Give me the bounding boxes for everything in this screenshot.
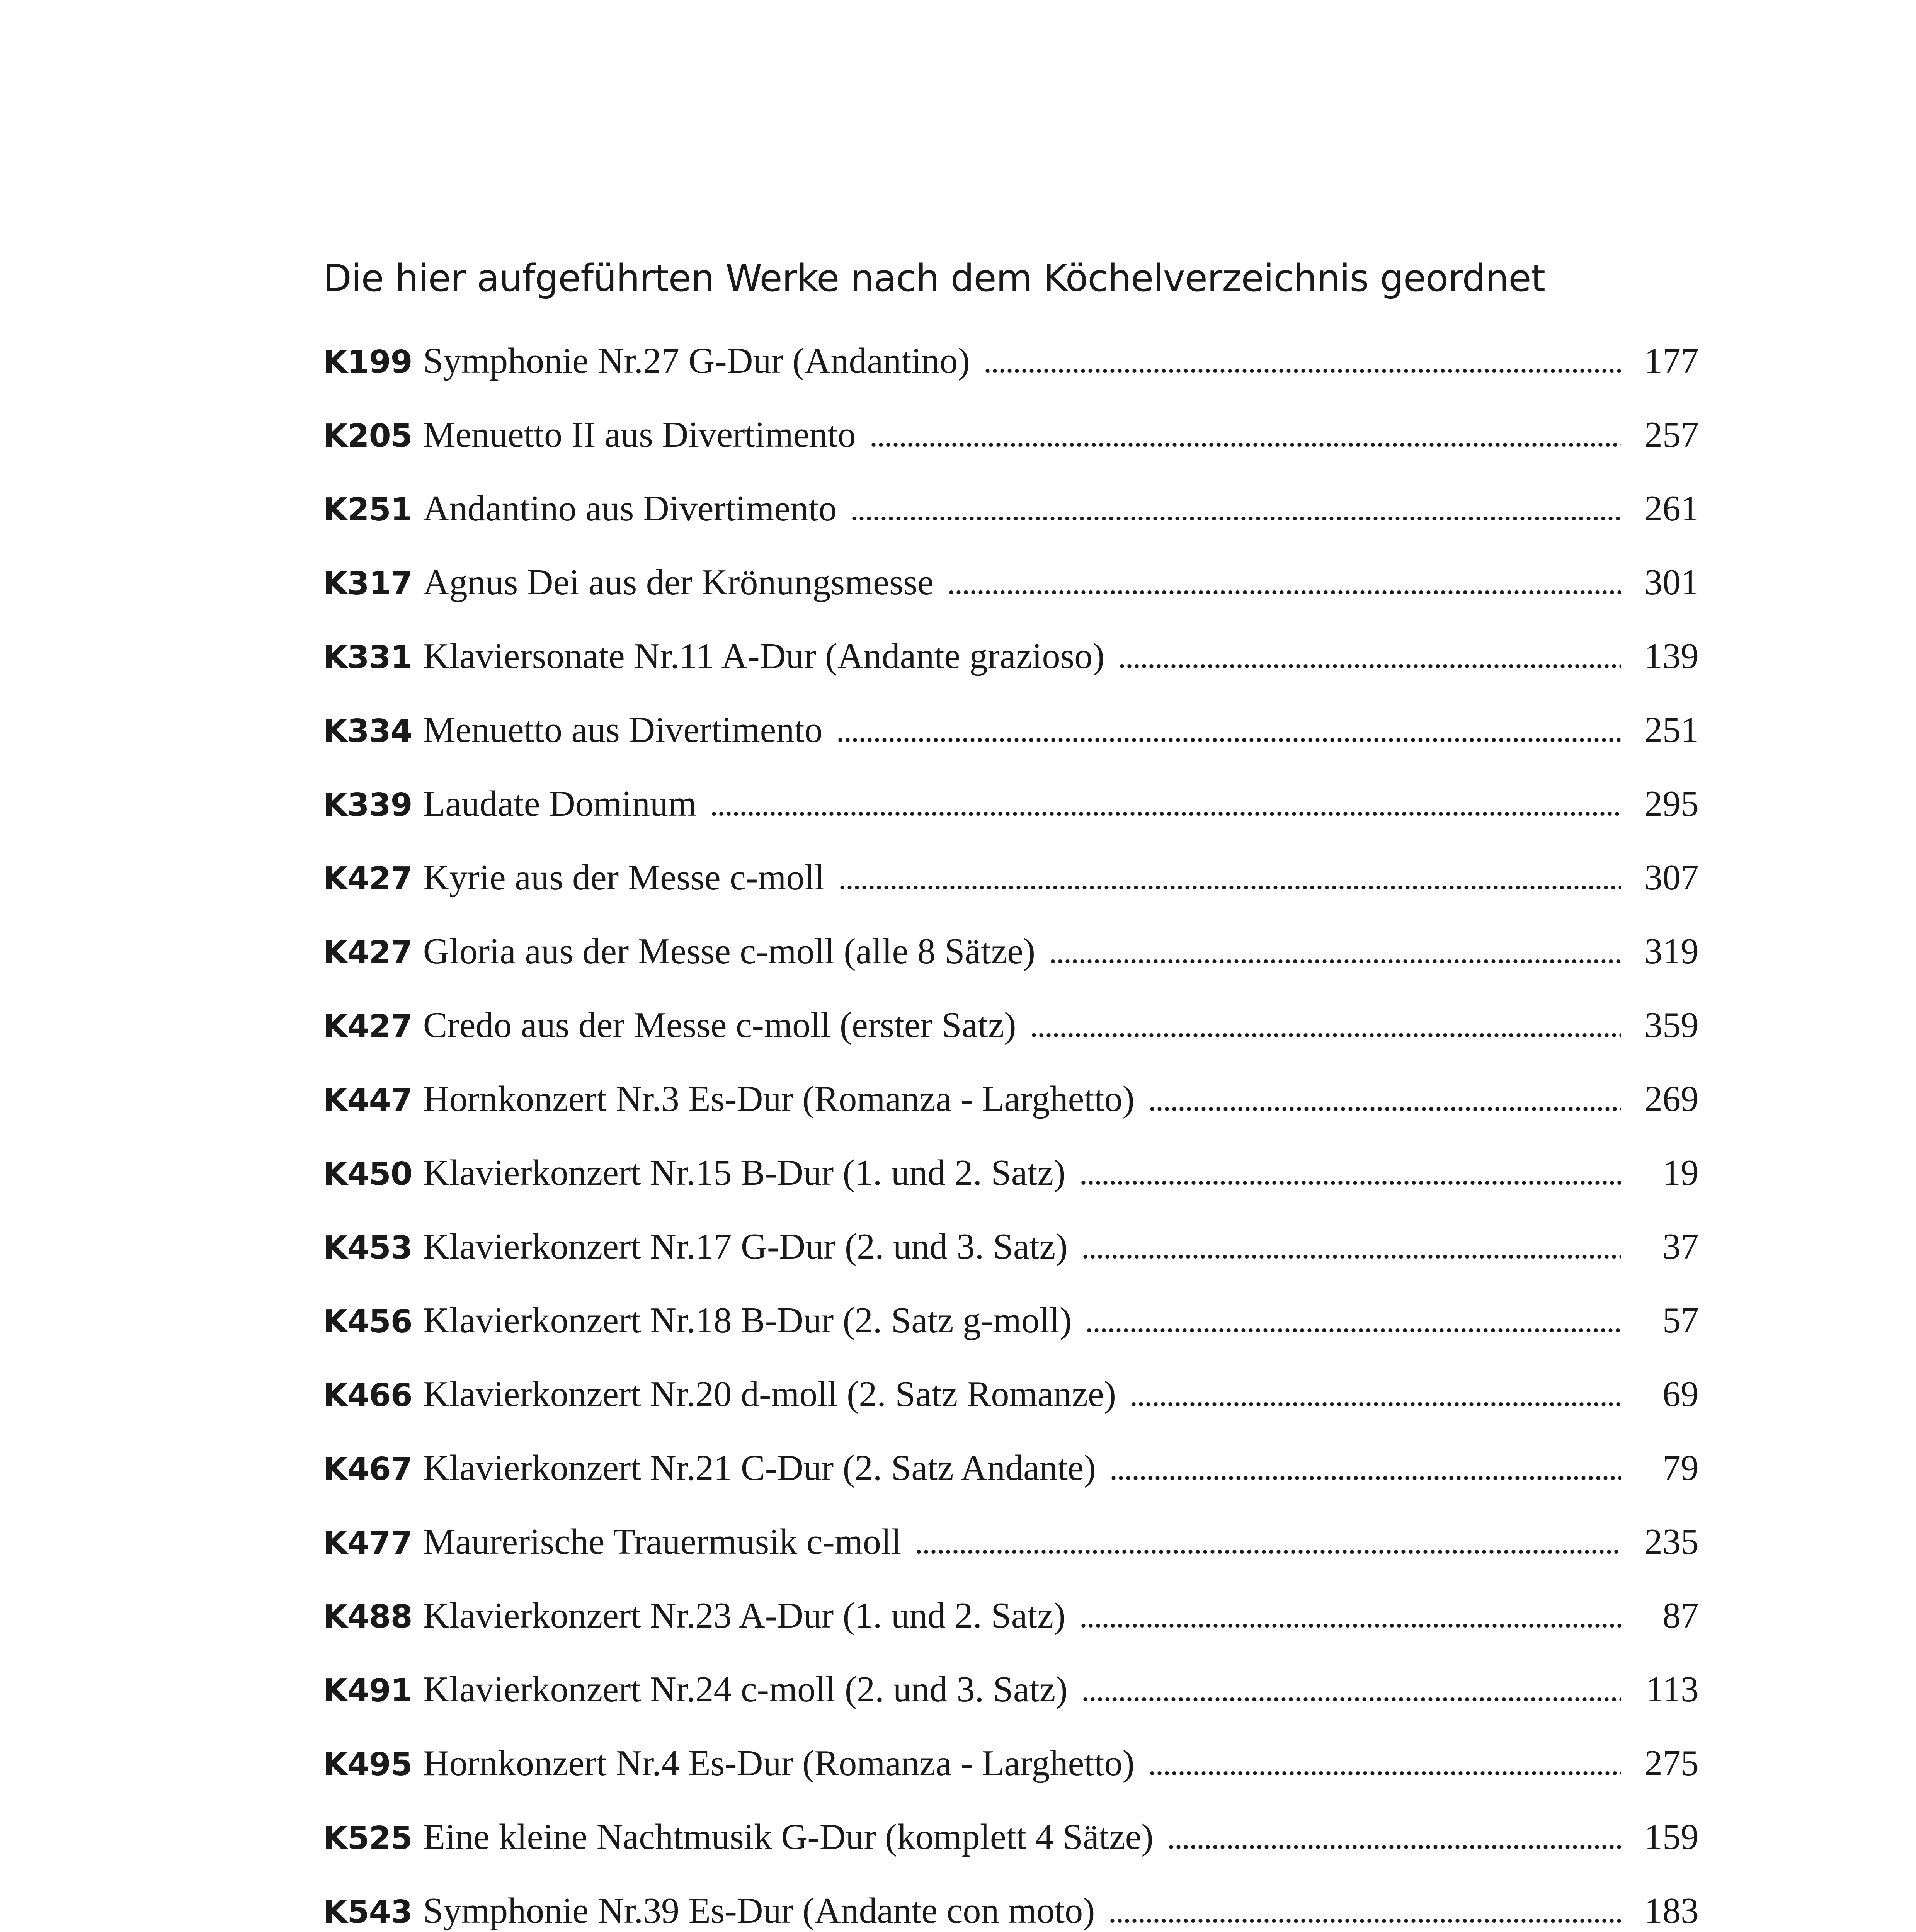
koechel-number: K491 bbox=[323, 1672, 412, 1709]
index-entry bbox=[323, 1816, 1699, 1890]
page-number: 295 bbox=[1644, 784, 1699, 824]
koechel-number: K427 bbox=[323, 934, 412, 971]
work-title: Menuetto II aus Divertimento bbox=[423, 415, 856, 455]
koechel-number: K450 bbox=[323, 1156, 412, 1192]
dot-leader bbox=[1080, 1624, 1621, 1628]
index-entry bbox=[323, 635, 1699, 709]
index-entry bbox=[323, 930, 1699, 1004]
work-title: Klavierkonzert Nr.20 d-moll (2. Satz Romanze) bbox=[423, 1374, 1116, 1414]
page-number: 359 bbox=[1644, 1005, 1699, 1045]
index-entry bbox=[323, 340, 1699, 414]
page-number: 57 bbox=[1662, 1300, 1699, 1340]
index-entry bbox=[323, 1890, 1699, 1932]
koechel-number: K339 bbox=[323, 787, 412, 823]
work-title: Symphonie Nr.39 Es-Dur (Andante con moto) bbox=[423, 1891, 1095, 1931]
work-title: Kyrie aus der Messe c-moll bbox=[423, 857, 825, 898]
koechel-number: K251 bbox=[323, 492, 412, 528]
work-title: Klavierkonzert Nr.24 c-moll (2. und 3. Satz) bbox=[423, 1669, 1068, 1709]
work-title: Klavierkonzert Nr.18 B-Dur (2. Satz g-moll) bbox=[423, 1300, 1072, 1340]
koechel-number: K456 bbox=[323, 1303, 412, 1340]
index-entry bbox=[323, 1299, 1699, 1373]
work-title: Klavierkonzert Nr.21 C-Dur (2. Satz Andante) bbox=[423, 1448, 1096, 1488]
index-entry bbox=[323, 414, 1699, 488]
page-number: 19 bbox=[1662, 1153, 1699, 1193]
dot-leader bbox=[1082, 1697, 1621, 1701]
koechel-number: K205 bbox=[323, 418, 412, 454]
work-title: Klavierkonzert Nr.23 A-Dur (1. und 2. Satz) bbox=[423, 1595, 1066, 1636]
work-title: Gloria aus der Messe c-moll (alle 8 Sätze) bbox=[423, 931, 1036, 971]
dot-leader bbox=[710, 812, 1621, 816]
index-entry bbox=[323, 561, 1699, 635]
dot-leader bbox=[1080, 1181, 1621, 1185]
dot-leader bbox=[948, 590, 1621, 594]
page-number: 235 bbox=[1644, 1522, 1699, 1562]
koechel-number: K488 bbox=[323, 1599, 412, 1635]
page-number: 257 bbox=[1644, 415, 1699, 455]
koechel-number: K477 bbox=[323, 1525, 412, 1561]
index-entry bbox=[323, 1742, 1699, 1816]
index-entry bbox=[323, 783, 1699, 857]
koechel-number: K317 bbox=[323, 565, 412, 602]
index-entry bbox=[323, 857, 1699, 930]
dot-leader bbox=[1110, 1476, 1621, 1480]
dot-leader bbox=[870, 443, 1621, 447]
koechel-number: K467 bbox=[323, 1451, 412, 1488]
work-title: Eine kleine Nachtmusik G-Dur (komplett 4 Sätze) bbox=[423, 1817, 1154, 1857]
index-entry bbox=[323, 1078, 1699, 1152]
koechel-number: K447 bbox=[323, 1082, 412, 1119]
koechel-number: K466 bbox=[323, 1377, 412, 1414]
page-heading: Die hier aufgeführten Werke nach dem Köchelverzeichnis geordnet bbox=[323, 257, 1545, 300]
page-number: 183 bbox=[1644, 1891, 1699, 1931]
page-number: 79 bbox=[1662, 1448, 1699, 1488]
index-entry bbox=[323, 1373, 1699, 1447]
page-number: 301 bbox=[1644, 562, 1699, 602]
koechel-number: K543 bbox=[323, 1894, 412, 1930]
work-title: Maurerische Trauermusik c-moll bbox=[423, 1522, 902, 1562]
work-title: Klavierkonzert Nr.15 B-Dur (1. und 2. Satz) bbox=[423, 1153, 1066, 1193]
page-number: 177 bbox=[1644, 341, 1699, 381]
work-title: Laudate Dominum bbox=[423, 784, 697, 824]
dot-leader bbox=[1086, 1328, 1621, 1332]
index-entry bbox=[323, 1447, 1699, 1521]
koechel-number: K427 bbox=[323, 861, 412, 897]
koechel-number: K331 bbox=[323, 639, 412, 676]
dot-leader bbox=[851, 517, 1621, 520]
koechel-number: K427 bbox=[323, 1008, 412, 1045]
dot-leader bbox=[1049, 959, 1621, 963]
page-number: 275 bbox=[1644, 1743, 1699, 1783]
work-title: Klavierkonzert Nr.17 G-Dur (2. und 3. Satz) bbox=[423, 1226, 1068, 1267]
work-title: Hornkonzert Nr.3 Es-Dur (Romanza - Larghetto) bbox=[423, 1079, 1135, 1119]
page-number: 269 bbox=[1644, 1079, 1699, 1119]
work-title: Menuetto aus Divertimento bbox=[423, 710, 823, 750]
page-number: 261 bbox=[1644, 488, 1699, 529]
page-number: 319 bbox=[1644, 931, 1699, 971]
work-title: Klaviersonate Nr.11 A-Dur (Andante grazioso) bbox=[423, 636, 1105, 676]
work-title: Agnus Dei aus der Krönungsmesse bbox=[423, 562, 934, 602]
koechel-number: K525 bbox=[323, 1820, 412, 1857]
work-title: Andantino aus Divertimento bbox=[423, 488, 837, 529]
work-title: Symphonie Nr.27 G-Dur (Andantino) bbox=[423, 341, 970, 381]
koechel-number: K495 bbox=[323, 1746, 412, 1783]
page-number: 37 bbox=[1662, 1226, 1699, 1267]
dot-leader bbox=[1118, 664, 1621, 668]
index-entry bbox=[323, 1004, 1699, 1078]
dot-leader bbox=[1082, 1255, 1621, 1259]
dot-leader bbox=[1149, 1771, 1621, 1775]
dot-leader bbox=[837, 738, 1622, 742]
page-number: 87 bbox=[1662, 1595, 1699, 1636]
dot-leader bbox=[1167, 1845, 1621, 1849]
dot-leader bbox=[915, 1550, 1621, 1554]
index-entry bbox=[323, 1152, 1699, 1226]
koechel-number: K334 bbox=[323, 713, 412, 750]
dot-leader bbox=[1109, 1919, 1621, 1923]
page-number: 307 bbox=[1644, 857, 1699, 898]
koechel-index-list bbox=[323, 340, 1699, 1932]
index-entry bbox=[323, 488, 1699, 561]
index-entry bbox=[323, 1668, 1699, 1742]
page-number: 113 bbox=[1645, 1669, 1699, 1709]
koechel-number: K453 bbox=[323, 1230, 412, 1266]
page-number: 251 bbox=[1644, 710, 1699, 750]
index-entry bbox=[323, 709, 1699, 783]
dot-leader bbox=[839, 886, 1621, 889]
dot-leader bbox=[1130, 1402, 1621, 1406]
page-number: 139 bbox=[1644, 636, 1699, 676]
dot-leader bbox=[1030, 1033, 1621, 1037]
page-number: 69 bbox=[1662, 1374, 1699, 1414]
page-number: 159 bbox=[1644, 1817, 1699, 1857]
work-title: Hornkonzert Nr.4 Es-Dur (Romanza - Larghetto) bbox=[423, 1743, 1135, 1783]
index-entry bbox=[323, 1521, 1699, 1595]
index-entry bbox=[323, 1595, 1699, 1668]
work-title: Credo aus der Messe c-moll (erster Satz) bbox=[423, 1005, 1016, 1045]
index-entry bbox=[323, 1226, 1699, 1299]
dot-leader bbox=[1149, 1107, 1621, 1111]
koechel-number: K199 bbox=[323, 344, 412, 381]
dot-leader bbox=[984, 369, 1621, 373]
